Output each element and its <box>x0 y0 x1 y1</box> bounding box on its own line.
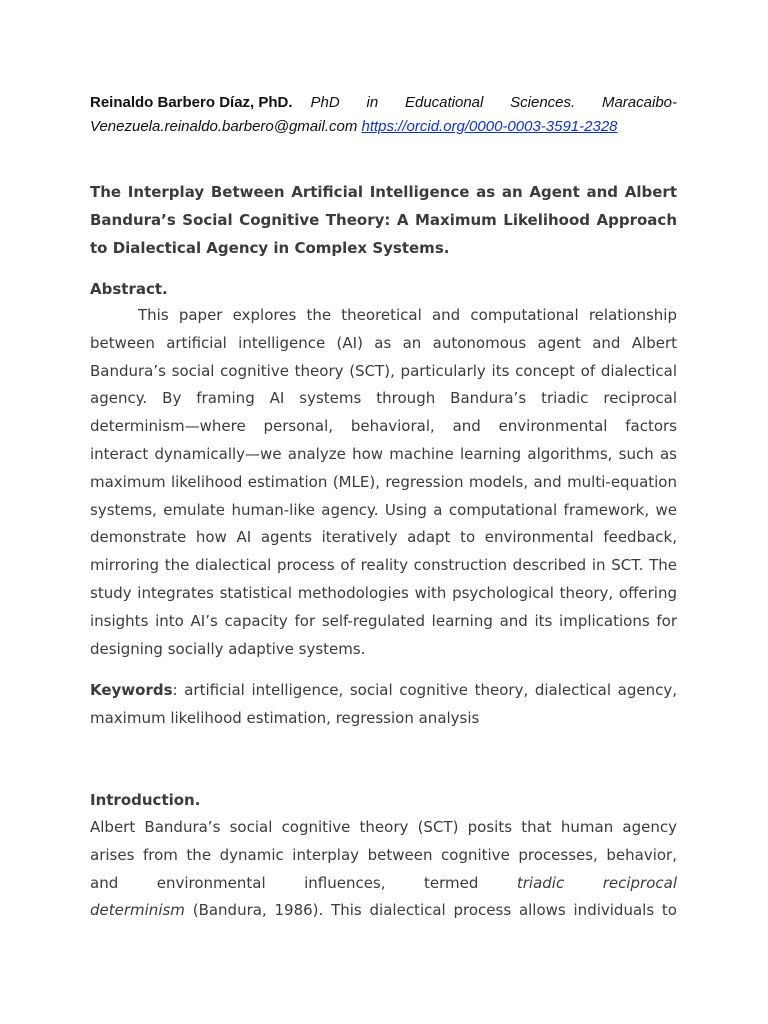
abstract-line: mirroring the dialectical process of reality construction described in SCT. The <box>90 556 677 575</box>
title-line-1: The Interplay Between Artificial Intelligence as an Agent and Albert <box>90 183 677 201</box>
intro-word-triadic: triadic <box>516 873 565 892</box>
abstract-line: insights into AI’s capacity for self-regulated learning and its implications for <box>90 611 677 630</box>
intro-word-reciprocal: reciprocal <box>602 873 677 892</box>
title-line-2: Bandura’s Social Cognitive Theory: A Maximum Likelihood Approach <box>90 211 677 229</box>
abstract-body <box>90 302 677 663</box>
author-line-1 <box>90 91 677 115</box>
abstract-line: This paper explores the theoretical and computational relationship <box>138 306 677 324</box>
author-line-2 <box>90 115 677 139</box>
abstract-line: systems, emulate human-like agency. Using a computational framework, we <box>90 500 677 519</box>
intro-line-4-rest: (Bandura, 1986). This dialectical process allows individuals to <box>192 901 677 920</box>
abstract-line: determinism—where personal, behavioral, and environmental factors <box>90 417 677 436</box>
author-name: Reinaldo Barbero Díaz, PhD. <box>90 94 293 111</box>
author-block <box>90 91 677 139</box>
affiliation-text: PhD in Educational Sciences. Maracaibo- <box>310 94 677 111</box>
intro-word-and: and <box>90 873 119 892</box>
intro-line-1: Albert Bandura’s social cognitive theory (SCT) posits that human agency <box>90 818 677 836</box>
keywords-line-2: maximum likelihood estimation, regression analysis <box>90 708 480 727</box>
abstract-line: between artificial intelligence (AI) as an autonomous agent and Albert <box>90 333 677 352</box>
keywords-block <box>90 677 677 733</box>
title-line-3: to Dialectical Agency in Complex Systems. <box>90 239 450 257</box>
abstract-line: maximum likelihood estimation (MLE), regression models, and multi-equation <box>90 472 677 491</box>
intro-line-4 <box>90 897 677 925</box>
intro-word-influences: influences, <box>304 873 386 892</box>
paper-title <box>90 178 677 262</box>
keywords-line-1 <box>90 677 677 705</box>
abstract-line: study integrates statistical methodologies with psychological theory, offering <box>90 583 677 602</box>
author-email: Venezuela.reinaldo.barbero@gmail.com <box>90 118 358 135</box>
abstract-line: demonstrate how AI agents iteratively adapt to environmental feedback, <box>90 528 677 547</box>
intro-line-2: arises from the dynamic interplay between cognitive processes, behavior, <box>90 845 677 864</box>
intro-word-environmental: environmental <box>156 873 266 892</box>
abstract-line: designing socially adaptive systems. <box>90 639 366 658</box>
abstract-line: Bandura’s social cognitive theory (SCT), particularly its concept of dialectical <box>90 361 677 380</box>
abstract-line: interact dynamically—we analyze how machine learning algorithms, such as <box>90 444 677 463</box>
introduction-heading: Introduction. <box>90 791 201 809</box>
intro-line-3 <box>90 870 677 898</box>
abstract-line: agency. By framing AI systems through Bandura’s triadic reciprocal <box>90 389 677 408</box>
intro-word-determinism: determinism <box>90 901 185 920</box>
intro-word-termed: termed <box>424 873 479 892</box>
orcid-link[interactable]: https://orcid.org/0000-0003-3591-2328 <box>361 118 618 135</box>
keywords-text-1: : artificial intelligence, social cognitive theory, dialectical agency, <box>172 681 677 699</box>
abstract-heading: Abstract. <box>90 280 168 298</box>
affiliation-line-1 <box>311 91 677 115</box>
keywords-label: Keywords <box>90 681 173 699</box>
introduction-body <box>90 814 677 925</box>
